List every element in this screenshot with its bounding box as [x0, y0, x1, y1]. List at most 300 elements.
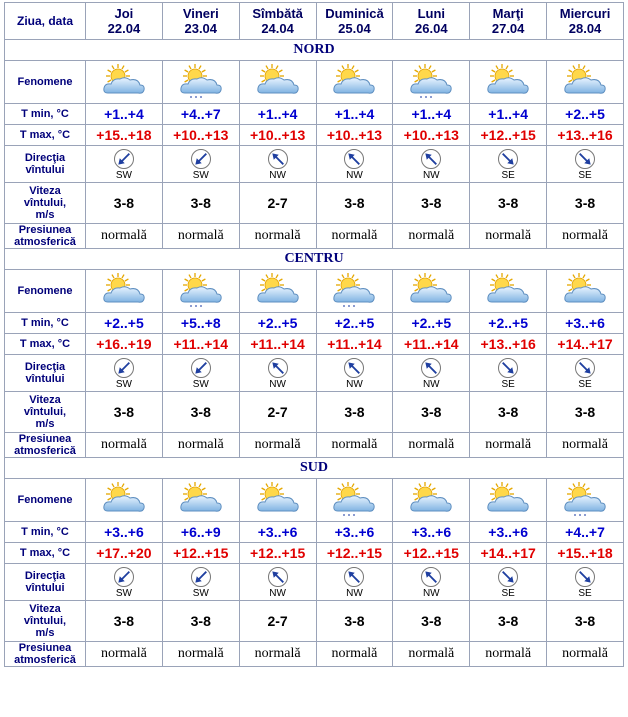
wind-direction-cell	[163, 355, 239, 391]
tmin-value: +2..+5	[317, 313, 393, 333]
wind-direction-cell	[317, 146, 393, 182]
table-row	[5, 104, 623, 124]
row-label	[5, 564, 85, 600]
row-label-text: Direcţia	[24, 570, 66, 582]
pressure-value: normală	[86, 224, 162, 248]
wind-direction-label: SE	[578, 169, 592, 181]
pressure-value: normală	[163, 433, 239, 457]
wind-direction-cell	[240, 564, 316, 600]
partly-cloudy-icon	[100, 482, 148, 518]
wind-direction-label: SW	[192, 587, 209, 599]
wind-direction	[393, 566, 469, 599]
table-row	[5, 183, 623, 223]
wind-direction-label: SW	[115, 169, 132, 181]
table-row	[5, 522, 623, 542]
wind-speed-value: 3-8	[86, 601, 162, 641]
weather-cell	[317, 61, 393, 103]
pressure-value: normală	[393, 642, 469, 666]
pressure-value: normală	[163, 642, 239, 666]
day-date: 23.04	[184, 21, 218, 36]
wind-direction-arrow-icon	[267, 357, 289, 379]
wind-direction	[86, 148, 162, 181]
table-row	[5, 61, 623, 103]
wind-direction-label: NW	[422, 587, 440, 599]
wind-direction-arrow-icon	[267, 566, 289, 588]
tmax-value: +11..+14	[163, 334, 239, 354]
row-label-text: vîntului,	[23, 615, 67, 627]
partly-cloudy-icon	[561, 273, 609, 309]
partly-cloudy-icon	[254, 64, 302, 100]
row-label-text: Direcţia	[24, 361, 66, 373]
wind-direction-arrow-icon	[574, 357, 596, 379]
partly-cloudy-light-rain-icon	[330, 482, 378, 518]
wind-direction	[240, 357, 316, 390]
wind-direction	[317, 357, 393, 390]
pressure-value: normală	[470, 224, 546, 248]
wind-speed-value: 3-8	[86, 183, 162, 223]
wind-direction	[163, 357, 239, 390]
wind-direction	[393, 357, 469, 390]
row-label-text: Fenomene	[17, 494, 73, 506]
wind-speed-value: 2-7	[240, 183, 316, 223]
wind-speed-value: 3-8	[163, 183, 239, 223]
weather-cell	[470, 479, 546, 521]
tmin-value: +5..+8	[163, 313, 239, 333]
row-label	[5, 313, 85, 333]
row-label	[5, 224, 85, 248]
tmin-value: +3..+6	[317, 522, 393, 542]
row-label-text: vîntului	[25, 373, 65, 385]
weather-cell	[547, 61, 623, 103]
forecast-body	[5, 3, 623, 666]
wind-direction-label: NW	[269, 169, 286, 181]
wind-direction-cell	[547, 355, 623, 391]
weather-cell	[470, 61, 546, 103]
row-label-text: atmosferică	[14, 236, 76, 248]
wind-direction-arrow-icon	[343, 148, 365, 170]
pressure-value: normală	[240, 433, 316, 457]
tmax-value: +10..+13	[240, 125, 316, 145]
day-name: Vineri	[182, 6, 219, 21]
wind-direction	[393, 148, 469, 181]
row-label-text: atmosferică	[14, 654, 76, 666]
day-name: Sîmbătă	[252, 6, 303, 21]
wind-direction-arrow-icon	[267, 148, 289, 170]
weather-cell	[317, 479, 393, 521]
partly-cloudy-light-rain-icon	[177, 273, 225, 309]
partly-cloudy-light-rain-icon	[407, 64, 455, 100]
day-date: 26.04	[415, 21, 448, 36]
wind-direction-cell	[547, 146, 623, 182]
row-label-text: T max, °C	[19, 129, 71, 141]
row-label	[5, 543, 85, 563]
region-name: SUD	[299, 460, 328, 475]
row-label-text: Presiunea	[18, 642, 72, 654]
wind-direction	[86, 357, 162, 390]
wind-speed-value: 3-8	[317, 183, 393, 223]
weather-cell	[86, 479, 162, 521]
partly-cloudy-icon	[177, 482, 225, 518]
tmax-value: +12..+15	[393, 543, 469, 563]
day-header	[393, 3, 469, 39]
row-label	[5, 146, 85, 182]
row-label	[5, 183, 85, 223]
wind-speed-value: 3-8	[317, 392, 393, 432]
tmax-value: +14..+17	[470, 543, 546, 563]
partly-cloudy-icon	[561, 64, 609, 100]
weather-cell	[470, 270, 546, 312]
partly-cloudy-icon	[100, 273, 148, 309]
day-header	[240, 3, 316, 39]
tmax-value: +12..+15	[163, 543, 239, 563]
region-title	[5, 40, 623, 60]
wind-speed-value: 2-7	[240, 601, 316, 641]
wind-direction-label: SE	[578, 587, 592, 599]
weather-cell	[547, 270, 623, 312]
row-label	[5, 642, 85, 666]
tmax-value: +13..+16	[547, 125, 623, 145]
tmin-value: +3..+6	[86, 522, 162, 542]
wind-direction-label: NW	[346, 587, 363, 599]
wind-direction-cell	[547, 564, 623, 600]
day-name: Duminică	[325, 6, 384, 21]
row-label-text: T max, °C	[19, 338, 71, 350]
table-row	[5, 3, 623, 39]
wind-direction-label: NW	[422, 169, 440, 181]
row-label	[5, 61, 85, 103]
wind-direction-arrow-icon	[497, 357, 519, 379]
wind-speed-value: 3-8	[470, 183, 546, 223]
wind-direction-cell	[393, 564, 469, 600]
table-row	[5, 433, 623, 457]
table-row	[5, 642, 623, 666]
partly-cloudy-light-rain-icon	[561, 482, 609, 518]
region-title	[5, 249, 623, 269]
tmax-value: +11..+14	[317, 334, 393, 354]
wind-speed-value: 3-8	[317, 601, 393, 641]
tmin-value: +2..+5	[86, 313, 162, 333]
pressure-value: normală	[240, 642, 316, 666]
wind-direction	[317, 148, 393, 181]
wind-direction-label: NW	[346, 169, 363, 181]
wind-direction-label: NW	[346, 378, 363, 390]
wind-speed-value: 3-8	[163, 601, 239, 641]
day-header	[547, 3, 623, 39]
wind-direction	[86, 566, 162, 599]
wind-direction-cell	[163, 146, 239, 182]
weather-cell	[393, 61, 469, 103]
row-label	[5, 270, 85, 312]
tmax-value: +12..+15	[240, 543, 316, 563]
day-name: Joi	[114, 6, 134, 21]
row-label-text: Fenomene	[17, 285, 73, 297]
wind-direction	[470, 148, 546, 181]
weather-cell	[86, 61, 162, 103]
wind-direction	[470, 566, 546, 599]
partly-cloudy-icon	[484, 64, 532, 100]
wind-direction	[240, 148, 316, 181]
table-row	[5, 249, 623, 269]
weather-cell	[547, 479, 623, 521]
row-label	[5, 104, 85, 124]
table-row	[5, 313, 623, 333]
wind-speed-value: 3-8	[86, 392, 162, 432]
table-row	[5, 334, 623, 354]
tmax-value: +12..+15	[470, 125, 546, 145]
wind-direction-cell	[470, 564, 546, 600]
row-label-text: Fenomene	[17, 76, 73, 88]
tmax-value: +10..+13	[393, 125, 469, 145]
weather-cell	[163, 479, 239, 521]
table-row	[5, 458, 623, 478]
wind-direction-arrow-icon	[190, 357, 212, 379]
pressure-value: normală	[86, 433, 162, 457]
row-label-text: T max, °C	[19, 547, 71, 559]
tmax-value: +10..+13	[163, 125, 239, 145]
tmax-value: +17..+20	[86, 543, 162, 563]
partly-cloudy-icon	[484, 482, 532, 518]
row-label	[5, 392, 85, 432]
wind-speed-value: 3-8	[547, 601, 623, 641]
wind-direction-arrow-icon	[574, 566, 596, 588]
weather-cell	[86, 270, 162, 312]
wind-direction-arrow-icon	[113, 148, 135, 170]
weather-cell	[163, 61, 239, 103]
tmax-value: +15..+18	[547, 543, 623, 563]
wind-direction-arrow-icon	[343, 357, 365, 379]
partly-cloudy-icon	[330, 64, 378, 100]
table-row	[5, 40, 623, 60]
wind-direction-label: SW	[192, 169, 209, 181]
wind-direction-cell	[86, 146, 162, 182]
wind-speed-value: 3-8	[393, 392, 469, 432]
weather-cell	[393, 479, 469, 521]
wind-direction	[163, 148, 239, 181]
row-label	[5, 334, 85, 354]
wind-direction-cell	[240, 146, 316, 182]
tmax-value: +11..+14	[393, 334, 469, 354]
row-label	[5, 522, 85, 542]
row-label-text: vîntului,	[23, 406, 67, 418]
pressure-value: normală	[317, 642, 393, 666]
tmin-value: +3..+6	[393, 522, 469, 542]
wind-direction-cell	[86, 355, 162, 391]
day-date: 24.04	[261, 21, 294, 36]
wind-direction-label: SE	[501, 587, 515, 599]
table-row	[5, 270, 623, 312]
row-label-text: atmosferică	[14, 445, 76, 457]
wind-speed-value: 3-8	[547, 392, 623, 432]
wind-speed-value: 3-8	[470, 392, 546, 432]
wind-direction-arrow-icon	[190, 148, 212, 170]
wind-speed-value: 3-8	[163, 392, 239, 432]
partly-cloudy-icon	[407, 482, 455, 518]
wind-direction-label: SW	[115, 378, 132, 390]
wind-speed-value: 2-7	[240, 392, 316, 432]
weather-cell	[163, 270, 239, 312]
day-header	[86, 3, 162, 39]
wind-direction-cell	[163, 564, 239, 600]
tmin-value: +1..+4	[240, 104, 316, 124]
pressure-value: normală	[393, 433, 469, 457]
row-label-text: vîntului	[25, 164, 65, 176]
wind-direction-arrow-icon	[420, 357, 442, 379]
wind-speed-value: 3-8	[470, 601, 546, 641]
row-label-text: vîntului	[25, 582, 65, 594]
corner-label	[5, 3, 85, 39]
wind-direction-cell	[240, 355, 316, 391]
pressure-value: normală	[240, 224, 316, 248]
wind-direction	[547, 148, 623, 181]
day-name: Marţi	[492, 6, 524, 21]
weather-cell	[393, 270, 469, 312]
wind-direction-cell	[470, 146, 546, 182]
day-date: 25.04	[338, 21, 371, 36]
tmax-value: +10..+13	[317, 125, 393, 145]
wind-direction-label: NW	[269, 587, 286, 599]
wind-direction-label: SE	[501, 378, 515, 390]
partly-cloudy-icon	[484, 273, 532, 309]
corner-text: Ziua, data	[16, 14, 73, 28]
row-label	[5, 125, 85, 145]
tmin-value: +2..+5	[547, 104, 623, 124]
wind-direction	[547, 566, 623, 599]
pressure-value: normală	[86, 642, 162, 666]
tmin-value: +1..+4	[470, 104, 546, 124]
tmax-value: +14..+17	[547, 334, 623, 354]
wind-direction-label: SW	[192, 378, 209, 390]
table-row	[5, 543, 623, 563]
wind-speed-value: 3-8	[393, 183, 469, 223]
day-header	[317, 3, 393, 39]
weather-cell	[240, 270, 316, 312]
row-label-text: Direcţia	[24, 152, 66, 164]
wind-direction-label: NW	[269, 378, 286, 390]
row-label-text: vîntului,	[23, 197, 67, 209]
wind-direction-label: SE	[501, 169, 515, 181]
pressure-value: normală	[317, 433, 393, 457]
tmax-value: +16..+19	[86, 334, 162, 354]
wind-direction-label: SW	[115, 587, 132, 599]
tmax-value: +12..+15	[317, 543, 393, 563]
partly-cloudy-icon	[254, 482, 302, 518]
tmin-value: +6..+9	[163, 522, 239, 542]
wind-direction-cell	[317, 355, 393, 391]
row-label-text: Presiunea	[18, 433, 72, 445]
pressure-value: normală	[547, 224, 623, 248]
tmin-value: +1..+4	[317, 104, 393, 124]
wind-direction-arrow-icon	[190, 566, 212, 588]
weather-cell	[317, 270, 393, 312]
day-name: Luni	[417, 6, 446, 21]
row-label-text: m/s	[35, 418, 55, 430]
table-row	[5, 479, 623, 521]
wind-direction-arrow-icon	[497, 566, 519, 588]
wind-direction	[240, 566, 316, 599]
table-row	[5, 146, 623, 182]
partly-cloudy-light-rain-icon	[177, 64, 225, 100]
wind-direction-cell	[393, 355, 469, 391]
partly-cloudy-light-rain-icon	[330, 273, 378, 309]
day-date: 28.04	[568, 21, 602, 36]
wind-direction-arrow-icon	[420, 566, 442, 588]
table-row	[5, 601, 623, 641]
partly-cloudy-icon	[254, 273, 302, 309]
wind-direction-cell	[393, 146, 469, 182]
wind-direction-arrow-icon	[497, 148, 519, 170]
wind-direction-cell	[86, 564, 162, 600]
wind-speed-value: 3-8	[393, 601, 469, 641]
row-label-text: m/s	[35, 209, 55, 221]
table-row	[5, 355, 623, 391]
wind-direction-cell	[470, 355, 546, 391]
row-label	[5, 601, 85, 641]
wind-direction-arrow-icon	[420, 148, 442, 170]
weather-cell	[240, 479, 316, 521]
wind-direction-label: NW	[422, 378, 440, 390]
partly-cloudy-icon	[100, 64, 148, 100]
tmax-value: +15..+18	[86, 125, 162, 145]
pressure-value: normală	[163, 224, 239, 248]
pressure-value: normală	[317, 224, 393, 248]
region-name: CENTRU	[284, 251, 344, 266]
row-label-text: Presiunea	[18, 224, 72, 236]
wind-direction-label: SE	[578, 378, 592, 390]
row-label-text: T min, °C	[21, 108, 69, 120]
tmin-value: +3..+6	[547, 313, 623, 333]
pressure-value: normală	[393, 224, 469, 248]
tmin-value: +2..+5	[240, 313, 316, 333]
day-date: 27.04	[491, 21, 525, 36]
table-row	[5, 392, 623, 432]
row-label-text: Viteza	[29, 394, 61, 406]
day-date: 22.04	[107, 21, 141, 36]
row-label	[5, 433, 85, 457]
forecast-table	[4, 2, 624, 667]
partly-cloudy-icon	[407, 273, 455, 309]
pressure-value: normală	[547, 642, 623, 666]
wind-direction-cell	[317, 564, 393, 600]
row-label-text: T min, °C	[21, 317, 69, 329]
row-label	[5, 479, 85, 521]
region-title	[5, 458, 623, 478]
region-name: NORD	[293, 42, 335, 57]
table-row	[5, 125, 623, 145]
wind-direction	[317, 566, 393, 599]
row-label	[5, 355, 85, 391]
wind-speed-value: 3-8	[547, 183, 623, 223]
tmin-value: +4..+7	[547, 522, 623, 542]
wind-direction-arrow-icon	[113, 566, 135, 588]
tmax-value: +11..+14	[240, 334, 316, 354]
row-label-text: T min, °C	[21, 526, 69, 538]
day-header	[470, 3, 546, 39]
table-row	[5, 564, 623, 600]
wind-direction	[547, 357, 623, 390]
wind-direction	[470, 357, 546, 390]
day-name: Miercuri	[559, 6, 611, 21]
day-header	[163, 3, 239, 39]
tmin-value: +4..+7	[163, 104, 239, 124]
wind-direction-arrow-icon	[343, 566, 365, 588]
tmin-value: +3..+6	[470, 522, 546, 542]
wind-direction-arrow-icon	[574, 148, 596, 170]
tmin-value: +2..+5	[393, 313, 469, 333]
row-label-text: m/s	[35, 627, 55, 639]
row-label-text: Viteza	[29, 603, 61, 615]
tmax-value: +13..+16	[470, 334, 546, 354]
row-label-text: Viteza	[29, 185, 61, 197]
